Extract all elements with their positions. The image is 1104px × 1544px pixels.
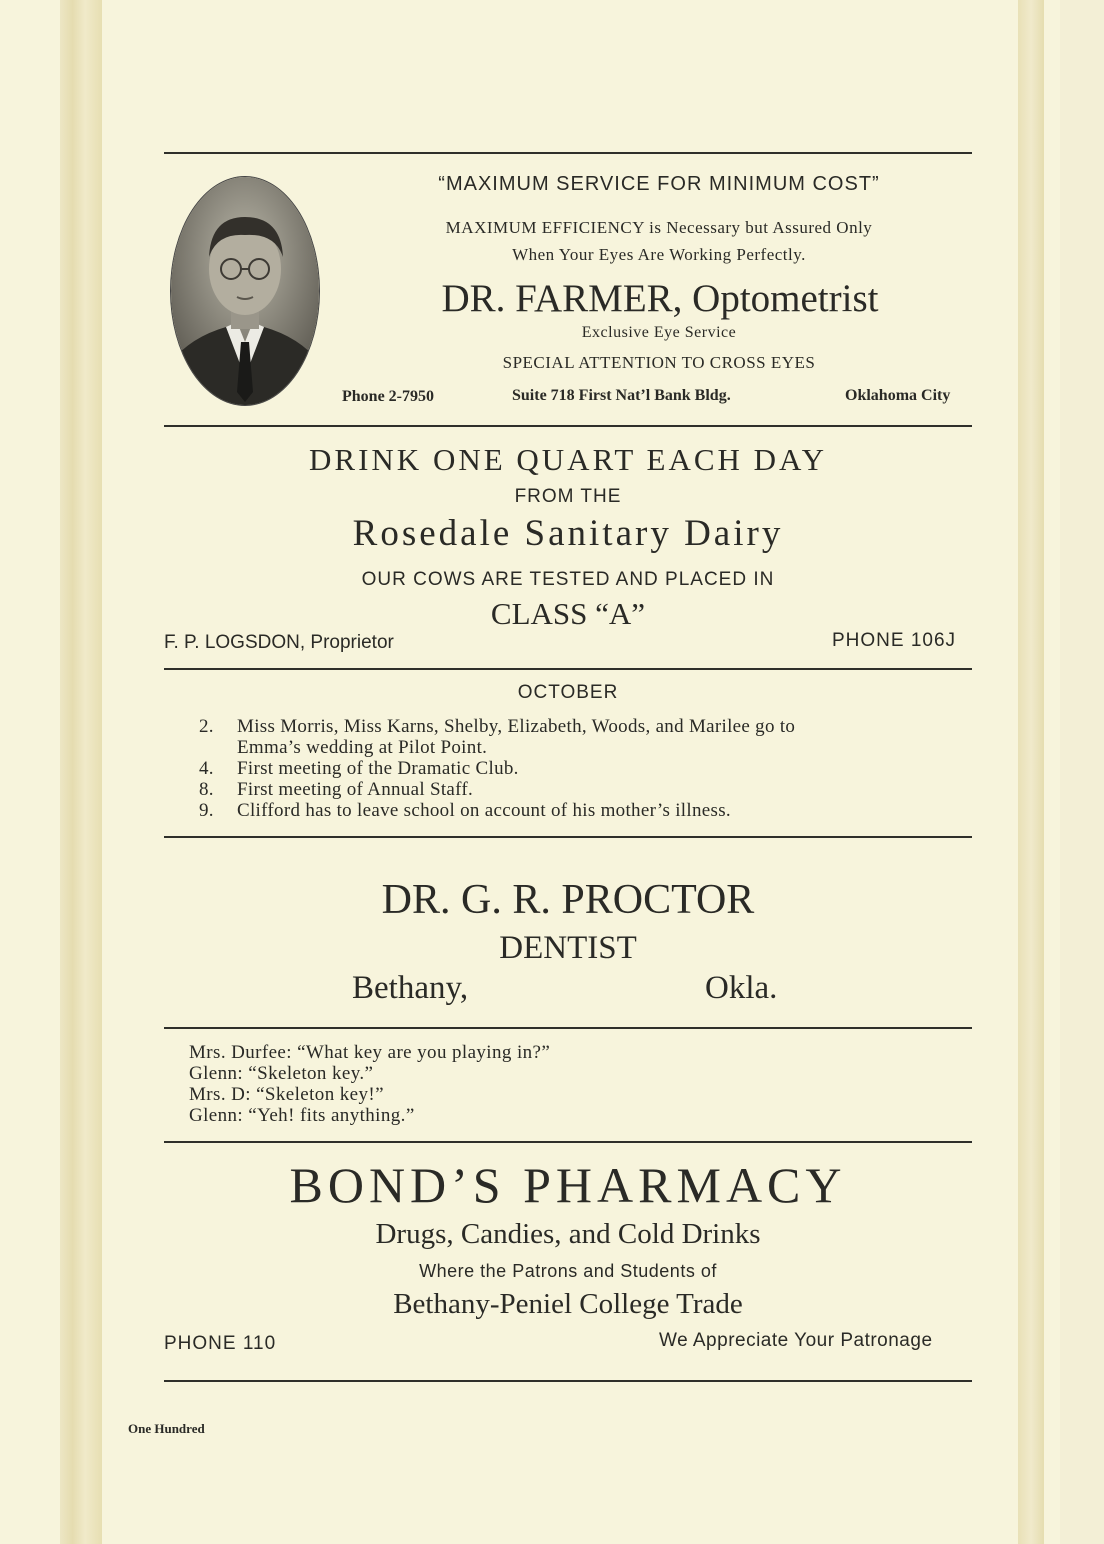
divider-rule	[164, 425, 972, 427]
farmer-line2: When Your Eyes Are Working Perfectly.	[512, 245, 806, 264]
divider-rule	[164, 836, 972, 838]
bond-college: Bethany-Peniel College Trade	[393, 1288, 743, 1320]
page-number: One Hundred	[128, 1421, 205, 1436]
divider-rule	[164, 668, 972, 670]
joke-line: Glenn: “Yeh! fits anything.”	[189, 1105, 415, 1126]
divider-rule	[164, 1141, 972, 1143]
farmer-special: SPECIAL ATTENTION TO CROSS EYES	[502, 353, 816, 372]
october-title: OCTOBER	[517, 682, 619, 703]
proctor-name: DR. G. R. PROCTOR	[381, 877, 755, 923]
decorative-border-right	[1018, 0, 1044, 1544]
divider-rule	[164, 1027, 972, 1029]
bond-patrons: Where the Patrons and Students of	[419, 1261, 717, 1281]
bond-phone: PHONE 110	[164, 1333, 277, 1354]
joke-line: Glenn: “Skeleton key.”	[189, 1063, 374, 1084]
farmer-name: DR. FARMER, Optometrist	[441, 277, 879, 320]
list-item: 8. First meeting of Annual Staff.	[199, 779, 474, 800]
dairy-cows: OUR COWS ARE TESTED AND PLACED IN	[361, 569, 775, 590]
farmer-suite: Suite 718 First Nat’l Bank Bldg.	[512, 387, 731, 404]
dairy-class: CLASS “A”	[490, 596, 646, 631]
dairy-headline: DRINK ONE QUART EACH DAY	[309, 442, 827, 477]
bond-appreciate: We Appreciate Your Patronage	[659, 1330, 933, 1351]
october-list	[199, 716, 795, 821]
farmer-phone: Phone 2-7950	[342, 388, 434, 405]
farmer-line1: MAXIMUM EFFICIENCY is Necessary but Assured Only	[445, 218, 873, 237]
joke-line: Mrs. Durfee: “What key are you playing in?”	[189, 1042, 551, 1063]
farmer-service: Exclusive Eye Service	[581, 324, 737, 341]
joke	[189, 1042, 550, 1126]
portrait-photo	[170, 176, 320, 406]
farmer-city: Oklahoma City	[845, 387, 951, 404]
dairy-name: Rosedale Sanitary Dairy	[352, 513, 784, 554]
dairy-proprietor: F. P. LOGSDON, Proprietor	[164, 632, 394, 653]
farmer-slogan: “MAXIMUM SERVICE FOR MINIMUM COST”	[438, 173, 880, 195]
list-item: 2. Miss Morris, Miss Karns, Shelby, Elizabeth, Woods, and Marilee go to Emma’s wedding at Pilot Point.	[199, 716, 796, 758]
list-item: 9. Clifford has to leave school on account of his mother’s illness.	[199, 800, 731, 821]
proctor-state: Okla.	[705, 970, 778, 1006]
bond-name: BOND’S PHARMACY	[289, 1157, 847, 1213]
decorative-border-left	[60, 0, 102, 1544]
dairy-phone: PHONE 106J	[832, 630, 957, 651]
divider-rule	[164, 152, 972, 154]
proctor-title: DENTIST	[499, 930, 637, 966]
list-item: 4. First meeting of the Dramatic Club.	[199, 758, 519, 779]
page-edge	[1060, 0, 1104, 1544]
bond-products: Drugs, Candies, and Cold Drinks	[375, 1218, 761, 1250]
dairy-from: FROM THE	[514, 486, 622, 507]
proctor-town: Bethany,	[352, 970, 469, 1006]
divider-rule	[164, 1380, 972, 1382]
joke-line: Mrs. D: “Skeleton key!”	[189, 1084, 384, 1105]
